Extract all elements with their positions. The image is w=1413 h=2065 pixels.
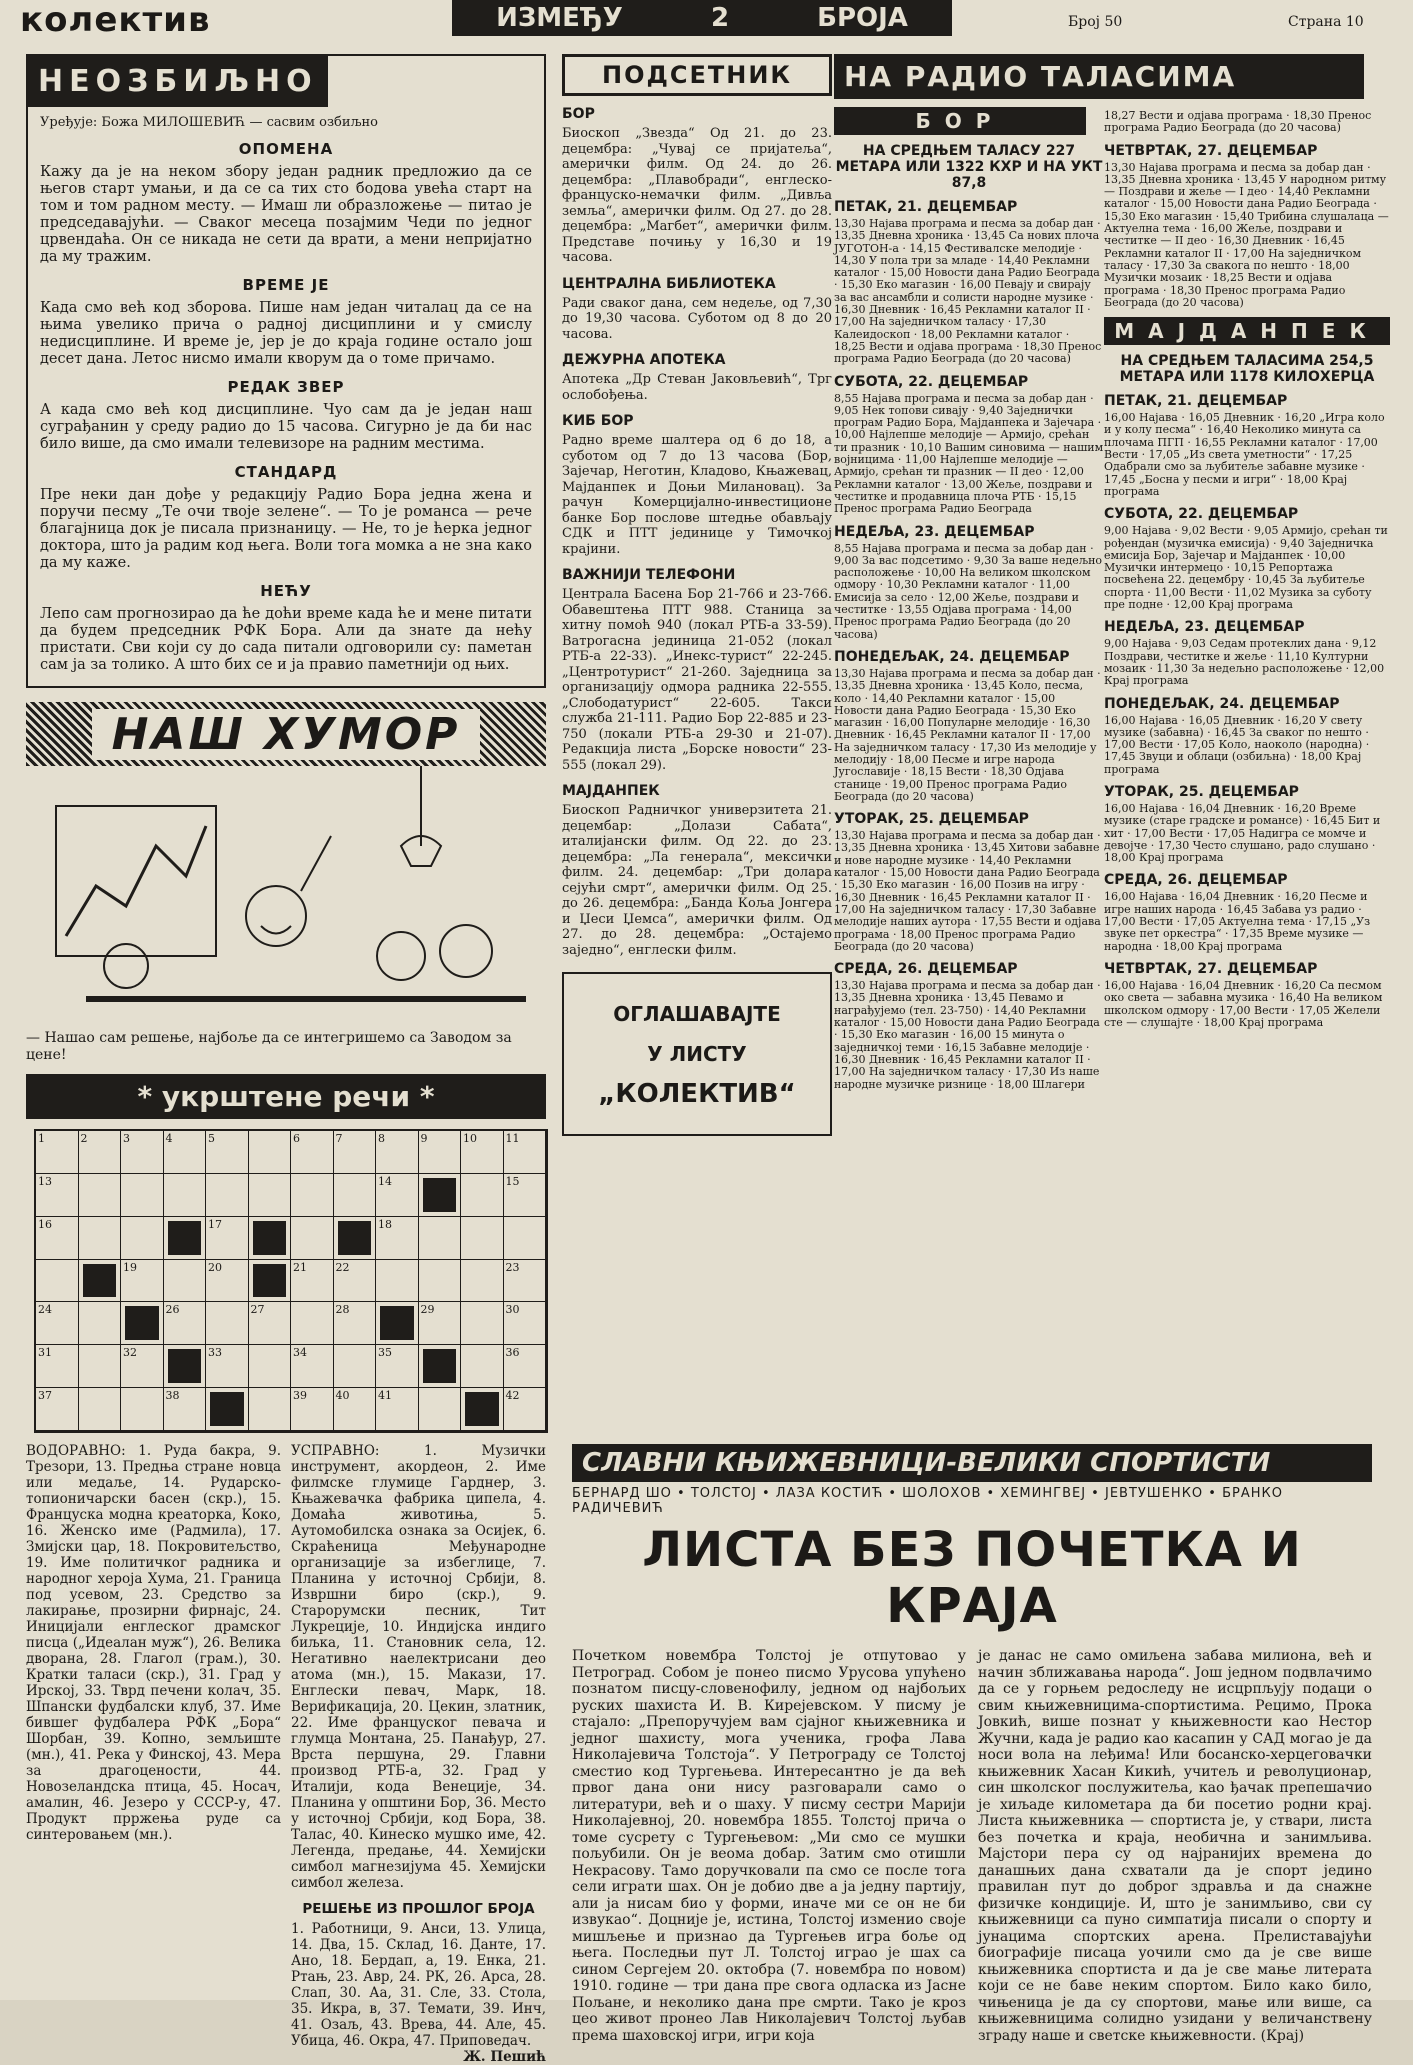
crossword-cell: 38 — [164, 1388, 207, 1431]
section-text: А када смо већ код дисциплине. Чуо сам да је један наш суграђанин у среду радио до 15 часова. Сигурно је да би нас било више, да смо имали телевизоре на радним местима. — [40, 402, 532, 452]
humor-banner — [26, 702, 546, 766]
top-bar — [0, 0, 1413, 42]
crossword-cell — [249, 1388, 292, 1431]
block-text: Апотека „Др Стеван Јаковљевић“, Трг ослобођења. — [562, 372, 832, 403]
day-programme: 8,55 Најава програма и песма за добар дан · 9,00 За вас подсетимо · 9,30 За ваше недељно расположење · 10,00 На великом школском одмору · 10,30 Рекламни каталог · 11,00 Емисија за село · 12,00 Жеље, поздрави и честитке · 13,55 Одјава програма · 14,00 Пренос програма Радио Београда (до 20 часова) — [834, 541, 1103, 641]
crossword-cell — [79, 1174, 122, 1217]
crossword-cell: 22 — [334, 1260, 377, 1303]
clues-down: УСПРАВНО: 1. Музички инструмент, акордеон, 2. Име филмске глумице Гарднер, 3. Књажевачка фабрика ципела, 4. Домаћа животиња, 5. Аутомобилска ознака за Осијек, 6. Скраћеница Међународне организације за избеглице, 7. Планина у источној Србији, 8. Извршни биро (скр.), 9. Старорумски песник, Тит Лукреције, 10. Индијска индиго биљка, 11. Становник села, 12. Негативно наелектрисани део атома (мн.), 15. Макази, 17. Енглески певач, Марк, 18. Верификација, 20. Цекин, златник, 22. Име француског певача и глумца Монтана, 25. Панађур, 27. Врста першуна, 29. Главни производ РТБ-а, 32. Град у Италији, кода Венеције, 34. Планина у општини Бор, 36. Место у источној Србији, код Бора, 38. Талас, 40. Кинеско мушко име, 42. Легенда, предање, 44. Хемијски симбол магнезијума 45. Хемијски симбол железа. — [291, 1443, 546, 1891]
left-column — [26, 54, 546, 2065]
crossword-cell — [249, 1345, 292, 1388]
crossword-cell — [164, 1174, 207, 1217]
crossword-cell — [79, 1345, 122, 1388]
podsetnik-title: ПОДСЕТНИК — [562, 54, 832, 96]
crossword-cell — [121, 1302, 164, 1345]
crossword-cell: 37 — [36, 1388, 79, 1431]
crossword-cell: 41 — [376, 1388, 419, 1431]
between-word-1: ИЗМЕЂУ — [496, 3, 623, 33]
article-body — [572, 1648, 1372, 2044]
ad-line-3: „КОЛЕКТИВ“ — [598, 1079, 796, 1109]
day-programme: 16,00 Најава · 16,04 Дневник · 16,20 Песме и игре наших народа · 16,45 Забава уз радио · 17,00 Вести · 17,05 Актуелна тема · 17,15 „Уз звуке пет оркестра“ · 17,35 Време музике — народна · 18,00 Крај програма — [1104, 890, 1371, 953]
block-text: Радно време шалтера од 6 до 18, а суботом од 7 до 13 часова (Бор, Зајечар, Неготин, Кладово, Књажевац, Мајданпек и Доњи Милановац). За рачун Комерцијално-инвестиционе банке Бор послове штедње обављају СДК и ПТТ јединице у Тимочкој крајини. — [562, 433, 832, 557]
masthead: колектив — [20, 0, 211, 40]
crossword-author: Ж. Пешић — [463, 2049, 546, 2065]
crossword-cell — [461, 1260, 504, 1303]
crossword-cell: 3 — [121, 1131, 164, 1174]
block-heading: МАЈДАНПЕК — [562, 783, 660, 799]
bor-frequency: НА СРЕДЊЕМ ТАЛАСУ 227 МЕТАРА ИЛИ 1322 КХР И НА УКТ 87,8 — [835, 143, 1103, 191]
crossword-cell — [419, 1345, 462, 1388]
day-heading: ПОНЕДЕЉАК, 24. ДЕЦЕМБАР — [834, 648, 1070, 665]
article-title: ЛИСТА БЕЗ ПОЧЕТКА И КРАЈА — [642, 1522, 1302, 1634]
block-text: Централа Басена Бор 21-766 и 23-766. Обавештења ПТТ 988. Станица за хитну помоћ 940 (локал РТБ-а 33-59). Ватрогасна јединица 21-052 (локал РТБ-а 22-33). „Инекс-турист“ 22-245. „Центротурист“ 21-260. Заједница за организацију одмора радника 22-555. „Слободатурист“ 22-605. Такси служба 21-111. Радио Бор 22-885 и 23-750 (локали РТБ-а 29-30 и 21-07). Редакција листа „Борске новости“ 23-555 (локал 29). — [562, 587, 832, 773]
clues-down-and-solution — [291, 1443, 546, 2065]
day-programme: 13,30 Најава програма и песма за добар дан · 13,35 Дневна хроника · 13,45 У народном ритму — Поздрави и жеље — I део · 14,40 Рекламни каталог · 15,00 Новости дана Радио Београда · 15,30 Еко магазин · 15,40 Трибина слушалаца — Актуелна тема · 16,00 Жеље, поздрави и честитке — II део · 16,30 Дневник · 16,45 Рекламни каталог II · 17,00 На заједничком таласу · 17,30 За свакога по нешто · 18,00 Музички мозаик · 18,25 Вести и одјава програма · 18,30 Пренос програма Радио Београда (до 20 часова) — [1104, 160, 1389, 309]
crossword-cell: 14 — [376, 1174, 419, 1217]
crossword-cell: 31 — [36, 1345, 79, 1388]
neozbiljno-title: НЕОЗБИЉНО — [28, 56, 328, 107]
crossword-cell — [206, 1302, 249, 1345]
crossword-cell — [249, 1174, 292, 1217]
crossword-cell: 16 — [36, 1217, 79, 1260]
crossword-cell: 29 — [419, 1302, 462, 1345]
issue-number: Број 50 — [1068, 14, 1123, 30]
section-text: Лепо сам прогнозирао да ће доћи време када ће и мене питати да будем председник РФК Бора. Али да знате да нећу пристати. Сви који су до сада питали одговорили су: паметан сам ја за толико. А што бих се и ја правио паметнији од њих. — [40, 606, 532, 673]
crossword-cell — [419, 1217, 462, 1260]
neozbiljno-editor: Уређује: Божа МИЛОШЕВИЋ — сасвим озбиљно — [40, 115, 378, 130]
day-heading: ПОНЕДЕЉАК, 24. ДЕЦЕМБАР — [1104, 695, 1340, 712]
article-series-header: СЛАВНИ КЊИЖЕВНИЦИ-ВЕЛИКИ СПОРТИСТИ — [572, 1444, 1372, 1482]
day-heading: ПЕТАК, 21. ДЕЦЕМБАР — [1104, 393, 1288, 410]
crossword-cell: 33 — [206, 1345, 249, 1388]
day-programme: 13,30 Најава програма и песма за добар дан · 13,35 Дневна хроника · 13,45 Са нових плоча ЈУГОТОН-а · 14,15 Фестивалске мелодије · 14,30 У пола три за младе · 14,40 Рекламни каталог · 15,00 Новости дана Радио Београда · 15,30 Еко магазин · 16,00 Певају и свирају за вас ансамбли и солисти народне музике · 16,30 Дневник · 16,45 Рекламни каталог II · 17,00 На заједничком таласу · 17,30 Калеидоскоп · 18,00 Рекламни каталог · 18,25 Вести и одјава програма · 18,30 Пренос програма Радио Београда (до 20 часова) — [834, 217, 1102, 366]
crossword-cell: 15 — [504, 1174, 547, 1217]
crossword-cell — [249, 1260, 292, 1303]
crossword-cell — [334, 1174, 377, 1217]
podsetnik-column — [562, 54, 832, 1136]
cartoon-illustration — [26, 766, 546, 1026]
crossword-cell — [291, 1174, 334, 1217]
crossword-cell — [121, 1174, 164, 1217]
crossword-cell — [334, 1217, 377, 1260]
bor-continuation: 18,27 Вести и одјава програма · 18,30 Пренос програма Радио Београда (до 20 часова) — [1104, 109, 1372, 135]
crossword-cell — [249, 1217, 292, 1260]
crossword-cell: 23 — [504, 1260, 547, 1303]
crossword-cell: 39 — [291, 1388, 334, 1431]
crossword-cell — [461, 1302, 504, 1345]
crossword-cell: 40 — [334, 1388, 377, 1431]
crossword-clues — [26, 1443, 546, 2065]
day-programme: 8,55 Најава програма и песма за добар дан · 9,05 Нек топови сивају · 9,40 Заједнички програм Радио Бора, Мајданпека и Зајечара · 10,00 Најлепше мелодије — Армијо, срећан ти празник · 10,10 Вашим синовима — нашим војницима · 11,00 Најлепше мелодије — Армијо, срећан ти празник — II део · 12,00 Рекламни каталог · 13,00 Жеље, поздрави и честитке и продавница плоча РТБ · 15,15 Пренос програма Радио Београда — [834, 391, 1104, 516]
section-heading: ОПОМЕНА — [238, 140, 334, 158]
crossword-cell: 34 — [291, 1345, 334, 1388]
crossword-cell: 21 — [291, 1260, 334, 1303]
article-column-2: је данас не само омиљена забава милиона, већ и начин зближавања народа“. Још једном подвлачимо да се у горњем редоследу не исцрпљују подаци о свим књижевницима-спортистима. Рецимо, Прока Јовкић, више познат у књижевности као Нестор Жучни, када је радио као касапин у САД могао је да носи вола на леђима! Или босанско-херцеговачки књижевник Хасан Кикић, учитељ и револуционар, син школског послужитеља, као ђачак препешачио је хиљаде километара да би посетио родни крај. Листа књижевника — спортиста је, у ствари, листа без почетка и краја, необична и занимљива. Мајстори пера су од најранијих времена до данашњих дана схватали да је спорт једино правилан пут до доброг здравља и да снажне физичке кондиције. И, што је занимљиво, сви су књижевници са пуно симпатија писали о спорту и јунацима спортских арена. Прелиставајући биографије писаца уочили смо да је све више књижевника спортиста и да је све мање литерата који се не баве неким спортом. Било како било, чињеница је да су спортови, мање или више, са књижевницима солидно узидани у величанствену зграду наше и светске књижевности. (Крај) — [978, 1648, 1372, 2044]
crossword-cell: 18 — [376, 1217, 419, 1260]
section-heading: НЕЋУ — [260, 582, 312, 600]
crossword-cell — [419, 1388, 462, 1431]
solution-heading: РЕШЕЊЕ ИЗ ПРОШЛОГ БРОЈА — [302, 1901, 535, 1917]
crossword-cell: 35 — [376, 1345, 419, 1388]
day-heading: НЕДЕЉА, 23. ДЕЦЕМБАР — [834, 523, 1035, 540]
day-programme: 16,00 Најава · 16,05 Дневник · 16,20 „Игра коло и у колу песма“ · 16,40 Неколико минута са плочама ПГП · 16,55 Рекламни каталог · 17,00 Вести · 17,05 „Из света уметности“ · 17,25 Одабрали смо за љубитеље забавне музике · 17,45 „Босна у песми и игри“ · 18,00 Крај програма — [1104, 411, 1385, 498]
crossword-cell: 10 — [461, 1131, 504, 1174]
crossword-cell — [79, 1388, 122, 1431]
page-number: Страна 10 — [1288, 14, 1364, 30]
day-heading: СУБОТА, 22. ДЕЦЕМБАР — [834, 373, 1029, 390]
majdanpek-schedule — [1104, 393, 1390, 1029]
day-heading: УТОРАК, 25. ДЕЦЕМБАР — [834, 811, 1029, 828]
between-issues-banner — [452, 0, 952, 36]
day-heading: СРЕДА, 26. ДЕЦЕМБАР — [834, 961, 1018, 978]
cartoon-caption: — Нашао сам решење, најбоље да се интегришемо са Заводом за цене! — [26, 1030, 512, 1063]
crossword-cell — [121, 1388, 164, 1431]
crossword-cell: 26 — [164, 1302, 207, 1345]
crossword-cell — [376, 1302, 419, 1345]
crossword-cell: 8 — [376, 1131, 419, 1174]
majdanpek-frequency: НА СРЕДЊЕМ ТАЛАСИМА 254,5 МЕТАРА ИЛИ 1178 КИЛОХЕРЦА — [1119, 353, 1375, 386]
section-heading: СТАНДАРД — [234, 463, 338, 481]
station-bor: БОР — [834, 107, 1086, 135]
section-heading: РЕДАК ЗВЕР — [227, 378, 345, 396]
day-programme: 13,30 Најава програма и песма за добар дан · 13,35 Дневна хроника · 13,45 Хитови забавне и нове народне музике · 14,40 Рекламни каталог · 15,00 Новости дана Радио Београда · 15,30 Еко магазин · 16,00 Позив на игру · 16,30 Дневник · 16,45 Рекламни каталог II · 17,00 На заједничком таласу · 17,30 Забавне мелодије наших аутора · 17,55 Вести и одјава програма · 18,00 Пренос програма Радио Београда (до 20 часова) — [834, 829, 1101, 953]
clues-across: ВОДОРАВНО: 1. Руда бакра, 9. Трезори, 13. Предња стране новца или медаље, 14. Рударско-топионичарски басен (скр.), 15. Француска модна креаторка, Коко, 16. Женско име (Радмила), 17. Змијски цар, 18. Покровитељство, 19. Име политичког радника и народног хероја Хума, 21. Граница под усевом, 23. Средство за лакирање, прозирни фирнајс, 24. Иницијали енглеског драмског писца („Идеалан муж“), 26. Велика дворана, 28. Глагол (грам.), 30. Кратки таласи (скр.), 31. Град у Ирској, 33. Тврд печени колач, 35. Шпански фудбалски клуб, 37. Име бившег фудбалера РФК „Бора“ Шорбан, 39. Копно, земљиште (мн.), 41. Река у Финској, 43. Мера за драгоцености, 44. Новозеландска птица, 45. Носач, амалин, 46. Језеро у СССР-у, 47. Продукт прржења руде са синтеровањем (мн.). — [26, 1443, 281, 1843]
block-text: Биоскоп Радничког универзитета 21. децембар: „Долази Сабата“, италијански филм. Од 22. до 23. децембра: „Ла генерала“, мексички филм. 24. децембар: „Три долара сејући смрт“, амерички филм. Од 25. до 26. децембра: „Банда Коља Јонгера и Џеси Џемса“, амерички филм. Од 27. до 28. децембра: „Остајемо заједно“, енглески филм. — [562, 803, 832, 958]
crossword-cell — [79, 1302, 122, 1345]
crossword-cell — [164, 1260, 207, 1303]
day-programme: 13,30 Најава програма и песма за добар дан · 13,35 Дневна хроника · 13,45 Коло, песма, коло · 14,40 Рекламни каталог · 15,00 Новости дана Радио Београда · 15,30 Еко магазин · 16,00 Популарне мелодије · 16,30 Дневник · 16,45 Рекламни каталог II · 17,00 На заједничком таласу · 17,30 Из мелодије у мелодију · 18,00 Песме и игре народа Југославије · 18,15 Вести · 18,30 Одјава станице · 19,00 Пренос програма Радио Београда (до 20 часова) — [834, 666, 1101, 803]
radio-majdanpek-column — [1104, 110, 1390, 1029]
crossword-cell: 42 — [504, 1388, 547, 1431]
crossword-cell: 20 — [206, 1260, 249, 1303]
crossword-cell — [79, 1217, 122, 1260]
crossword-cell — [164, 1217, 207, 1260]
crossword-cell: 7 — [334, 1131, 377, 1174]
block-heading: ЦЕНТРАЛНА БИБЛИОТЕКА — [562, 275, 776, 292]
crossword-cell — [461, 1174, 504, 1217]
section-text: Кажу да је на неком збору један радник предложио да се његов старт умањи, и да се са тих сто бодова увећа старт на том и том радном месту. — Имаш ли образложење — питао је председавајући. — Сваког месеца позајмим Чеди по једног црвендаћа. Он се никада не сети да врати, а мени непријатно да му тражим. — [40, 164, 532, 265]
station-majdanpek: МАЈДАНПЕК — [1104, 317, 1390, 345]
section-text: Када смо већ код зборова. Пише нам један читалац да се на њима увелико прича о радној дисциплини и у смислу недисциплине. И време је, јер је до краја године остало још десет дана. Летос нисмо имали кворум да о томе причамо. — [40, 300, 532, 367]
crossword-cell: 24 — [36, 1302, 79, 1345]
crossword-cell: 11 — [504, 1131, 547, 1174]
day-heading: ЧЕТВРТАК, 27. ДЕЦЕМБАР — [1104, 960, 1318, 977]
crossword-cell — [334, 1345, 377, 1388]
crossword-cell — [79, 1260, 122, 1303]
block-text: Биоскоп „Звезда“ Од 21. до 23. децембра: „Чувај се пријатеља“, амерички филм. Од 24. до 26. децембра: „Плавобради“, енглеско-француско-немачки филм. „Дивља земља“, амерички филм. Од 27. до 28. децембра: „Магбет“, амерички филм. Представе почињу у 16,30 и 19 часова. — [562, 126, 832, 265]
day-heading: СРЕДА, 26. ДЕЦЕМБАР — [1104, 872, 1288, 889]
crossword-cell — [206, 1174, 249, 1217]
crossword-cell — [419, 1174, 462, 1217]
day-heading: ЧЕТВРТАК, 27. ДЕЦЕМБАР — [1104, 142, 1318, 159]
block-heading: БОР — [562, 106, 595, 122]
crossword-cell — [419, 1260, 462, 1303]
solution-text: 1. Работници, 9. Анси, 13. Улица, 14. Два, 15. Склад, 16. Данте, 17. Ано, 18. Бердап, а, 19. Енка, 21. Ртањ, 23. Авр, 24. РК, 26. Арса, 28. Слап, 30. Аа, 31. Сле, 33. Стола, 35. Икра, в, 37. Темати, 39. Инч, 41. Озаљ, 43. Врева, 44. Але, 45. Убица, 46. Окра, 47. Приповедач. — [291, 1921, 546, 2049]
crossword-cell: 2 — [79, 1131, 122, 1174]
day-programme: 16,00 Најава · 16,05 Дневник · 16,20 У свету музике (забавна) · 16,45 За сваког по нешто · 17,00 Вести · 17,05 Коло, наоколо (народна) · 17,45 Звуци и облаци (озбиљна) · 18,00 Крај програма — [1104, 713, 1370, 776]
article-column-1: Почетком новембра Толстој је отпутовао у Петроград. Собом је понео писмо Урусова упућено познатом писцу-словенофилу, једном од најбољих руских шахиста И. В. Кирејевском. У писму је стајало: „Препоручујем вам сјајног књижевника и једног шахисту, мога ученика, грофа Лава Николајевича Толстоја“. У Петрограду се Толстој сместио код Тургењева. Интересантно је да већ првог дана они нису разговарали само о литератури, већ и о шаху. У писму сестри Марији Николајевној, 20. новембра 1855. Толстој прича о томе сусрету с Тургењевом: „Ми смо се мушки пољубили. Он је веома добар. Затим смо отишли Некрасову. Тамо доручковали па смо се после тога сели играти шах. Он је добио две а ја једну партију, али ја нисам био у форми, иначе ми се он не би извукао“. Доцније је, истина, Толстој изменио своје мишљење и признао да Тургењев игра боље од њега. Последњи пут Л. Толстој играо је шах са сином Сергејем 20. октобра (7. новембра по новом) 1910. године — три дана пре свога одласка из Јасне Пољане, и неколико дана пре смрти. Тако је кроз цео живот пронео Лав Николајевич Толстој љубав према шаховској игри, игри која — [572, 1648, 966, 2044]
crossword-cell: 1 — [36, 1131, 79, 1174]
crossword-cell — [461, 1388, 504, 1431]
crossword-cell — [504, 1217, 547, 1260]
day-heading: НЕДЕЉА, 23. ДЕЦЕМБАР — [1104, 619, 1305, 636]
day-programme: 9,00 Најава · 9,02 Вести · 9,05 Армијо, срећан ти рођендан (музичка емисија) · 9,40 Заједничка емисија Бор, Зајечар и Мајданпек · 10,00 Музички интермецо · 10,15 Репортажа посвећена 22. децембру · 10,45 За љубитеље спорта · 11,00 Вести · 11,02 Музика за суботу пре подне · 12,00 Крај програма — [1104, 524, 1388, 612]
bor-schedule — [834, 199, 1104, 1091]
humor-title: НАШ ХУМОР — [92, 709, 481, 760]
crossword-cell — [164, 1345, 207, 1388]
day-programme: 16,00 Најава · 16,04 Дневник · 16,20 Са песмом око света — забавна музика · 16,40 На великом школском одмору · 17,00 Вести · 17,05 Желели сте — слушајте · 18,00 Крај програма — [1104, 978, 1383, 1029]
crossword-cell: 5 — [206, 1131, 249, 1174]
cartoon-drawing — [26, 766, 546, 1026]
crossword-cell — [461, 1345, 504, 1388]
block-heading: ВАЖНИЈИ ТЕЛЕФОНИ — [562, 567, 736, 583]
crossword-cell — [36, 1260, 79, 1303]
day-programme: 16,00 Најава · 16,04 Дневник · 16,20 Време музике (старе градске и романсе) · 16,45 Бит и хит · 17,00 Вести · 17,05 Надигра се момче и девојче · 17,30 Често слушано, радо слушано · 18,00 Крај програма — [1104, 801, 1381, 865]
crossword-title: * укрштене речи * — [26, 1074, 546, 1119]
crossword-cell: 36 — [504, 1345, 547, 1388]
day-programme: 13,30 Најава програма и песма за добар дан · 13,35 Дневна хроника · 13,45 Певамо и награђујемо (тел. 23-750) · 14,40 Рекламни каталог · 15,00 Новости дана Радио Београда · 15,30 Еко магазин · 16,00 15 минута о заједничкој теми · 16,15 Забавне мелодије · 16,30 Дневник · 16,45 Рекламни каталог II · 17,00 На заједничком таласу · 17,30 Из наше народне музичке ризнице · 18,00 Шлагери — [834, 979, 1101, 1091]
crossword-cell — [461, 1217, 504, 1260]
crossword-cell: 30 — [504, 1302, 547, 1345]
day-heading: УТОРАК, 25. ДЕЦЕМБАР — [1104, 783, 1299, 800]
crossword-cell — [376, 1260, 419, 1303]
advertisement-box — [562, 972, 832, 1136]
section-heading: ВРЕМЕ ЈЕ — [242, 276, 330, 294]
block-heading: ДЕЖУРНА АПОТЕКА — [562, 352, 726, 368]
crossword-cell: 4 — [164, 1131, 207, 1174]
crossword-cell: 27 — [249, 1302, 292, 1345]
radio-title: НА РАДИО ТАЛАСИМА — [834, 54, 1364, 99]
crossword-cell: 13 — [36, 1174, 79, 1217]
crossword-cell: 6 — [291, 1131, 334, 1174]
neozbiljno-box — [26, 54, 546, 688]
ad-line-2: У ЛИСТУ — [647, 1042, 747, 1066]
between-number: 2 — [710, 3, 730, 33]
crossword-cell — [291, 1302, 334, 1345]
day-programme: 9,00 Најава · 9,03 Седам протеклих дана · 9,12 Поздрави, честитке и жеље · 11,10 Културни мозаик · 11,30 За недељно расположење · 12,00 Крај програма — [1104, 637, 1385, 688]
between-word-2: БРОЈА — [817, 3, 908, 33]
sport-writers-article — [572, 1444, 1372, 2044]
ad-line-1: ОГЛАШАВАЈТЕ — [613, 1002, 781, 1026]
crossword-cell — [121, 1217, 164, 1260]
crossword-cell — [291, 1217, 334, 1260]
crossword-cell: 17 — [206, 1217, 249, 1260]
block-heading: КИБ БОР — [562, 413, 634, 429]
crossword-cell — [206, 1388, 249, 1431]
crossword-grid — [34, 1129, 548, 1433]
block-text: Ради сваког дана, сем недеље, од 7,30 до 19,30 часова. Суботом од 8 до 20 часова. — [562, 295, 832, 342]
crossword-cell: 19 — [121, 1260, 164, 1303]
day-heading: СУБОТА, 22. ДЕЦЕМБАР — [1104, 506, 1299, 523]
crossword-cell — [249, 1131, 292, 1174]
crossword-cell: 32 — [121, 1345, 164, 1388]
crossword-cell: 28 — [334, 1302, 377, 1345]
article-names-strip: БЕРНАРД ШО • ТОЛСТОЈ • ЛАЗА КОСТИЋ • ШОЛОХОВ • ХЕМИНГВЕЈ • ЈЕВТУШЕНКО • БРАНКО РАДИЧЕВИЋ — [572, 1486, 1283, 1516]
section-text: Пре неки дан дође у редакцију Радио Бора једна жена и поручи песму „Те очи твоје зелене“. — То је романса — рече благајница док је писала признаницу. — Не, то је ћерка једног доктора, што ја радим код њега. Воли тога момка а не зна како да му каже. — [40, 487, 532, 571]
day-heading: ПЕТАК, 21. ДЕЦЕМБАР — [834, 199, 1018, 215]
crossword-cell: 9 — [419, 1131, 462, 1174]
